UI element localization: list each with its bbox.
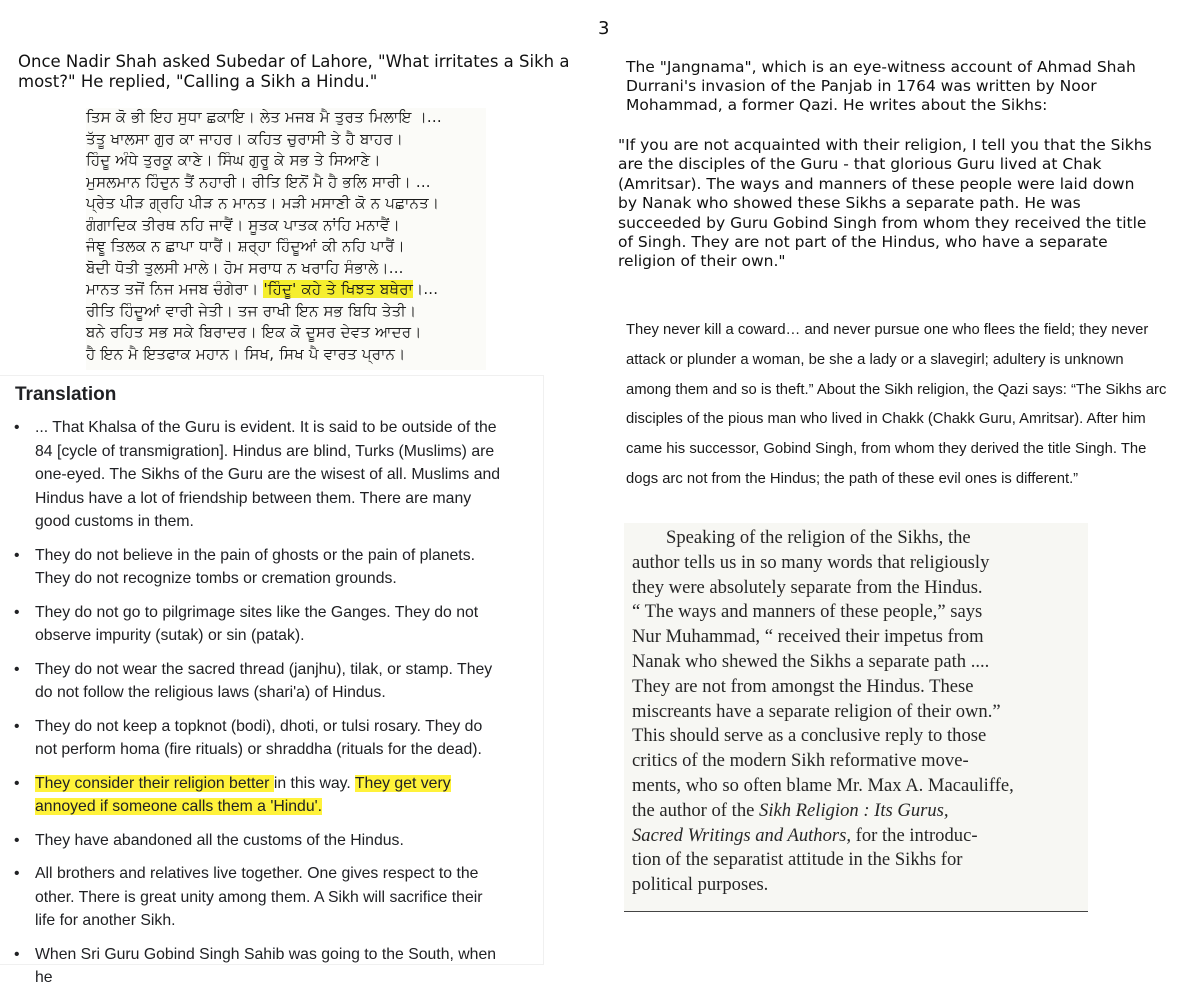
translation-item xyxy=(0,715,505,762)
translation-text: They do not go to pilgrimage sites like the Ganges. They do not observe impurity (sutak) or sin (patak). xyxy=(35,603,479,644)
book-line xyxy=(632,552,989,574)
book-text: miscreants have a separate religion of their own.” xyxy=(632,700,1001,722)
jangnama-intro-text: The "Jangnama", which is an eye-witness account of Ahmad Shah Durrani's invasion of the Panjab in 1764 was written by Noor Mohammad, a former Qazi. He writes about the Sikhs: xyxy=(626,58,1136,115)
translation-highlight: They consider their religion better xyxy=(35,774,274,792)
translation-text: When Sri Guru Gobind Singh Sahib was going to the South, when he xyxy=(35,945,497,986)
gurmukhi-line xyxy=(86,108,486,130)
book-line xyxy=(632,750,969,772)
book-line xyxy=(632,849,963,871)
gurmukhi-line xyxy=(86,151,486,173)
gurmukhi-text: ਹਿੰਦੂ ਅੰਧੇ ਤੁਰਕੂ ਕਾਣੇ। ਸਿੰਘ ਗੁਰੂ ਕੇ ਸਭ ਤੇ ਸਿਆਣੇ। xyxy=(86,151,381,169)
gurmukhi-text: ਜੰਞੂ ਤਿਲਕ ਨ ਛਾਪਾ ਧਾਰੈਂ। ਸ਼ਰ੍ਹਾ ਹਿੰਦੂਆਂ ਕੀ ਨਹਿ ਪਾਰੈਂ। xyxy=(86,237,405,255)
translation-text: They do not wear the sacred thread (janjhu), tilak, or stamp. They do not follow the religious laws (shari'a) of Hindus. xyxy=(35,660,493,701)
book-text: political purposes. xyxy=(632,874,769,896)
gurmukhi-text: ਪ੍ਰੇਤ ਪੀੜ ਗ੍ਰਹਿ ਪੀੜ ਨ ਮਾਨਤ। ਮੜੀ ਮਸਾਣੀ ਕੋ ਨ ਪਛਾਨਤ। xyxy=(86,194,440,212)
translation-item xyxy=(0,601,505,648)
translation-list xyxy=(0,416,543,1000)
qazi-excerpt-line: dogs arc not from the Hindus; the path of these evil ones is different.” xyxy=(626,471,1079,487)
book-text: “ The ways and manners of these people,” says xyxy=(632,601,983,623)
qazi-excerpt-panel xyxy=(614,312,1170,490)
translation-heading: Translation xyxy=(15,384,117,405)
translation-item xyxy=(0,829,505,853)
book-text: This should serve as a conclusive reply to those xyxy=(632,725,987,747)
qazi-excerpt-line: came his successor, Gobind Singh, from whom they derived the title Singh. The xyxy=(626,441,1147,458)
gurmukhi-highlight: 'ਹਿੰਦੂ' ਕਹੇ ਤੇ ਖਿਝਤ ਬਥੇਰਾ xyxy=(263,280,414,298)
qazi-excerpt-line: disciples of the pious man who lived in Chakk (Chakk Guru, Amritsar). After him xyxy=(626,411,1146,428)
page-number: 3 xyxy=(598,18,610,39)
qazi-excerpt-line: They never kill a coward… and never pursue one who flees the field; they never xyxy=(626,322,1149,338)
gurmukhi-line xyxy=(86,302,486,324)
book-page-scan xyxy=(624,523,1088,912)
book-text: critics of the modern Sikh reformative move- xyxy=(632,750,969,772)
book-line xyxy=(666,527,971,549)
gurmukhi-text: ਤੱਤੂ ਖਾਲਸਾ ਗੁਰ ਕਾ ਜਾਹਰ। ਕਹਿਤ ਚੁਰਾਸੀ ਤੇ ਹੈ ਬਾਹਰ। xyxy=(86,129,404,148)
book-text: ments, who so often blame Mr. Max A. Macauliffe, xyxy=(632,775,1014,796)
jangnama-quote-text: "If you are not acquainted with their religion, I tell you that the Sikhs are the disciples of the Guru - that glorious Guru lived at Chak (Amritsar). The ways and manners of these people were laid down by Nanak who showed these Sikhs a separate path. He was succeeded by Guru Gobind Singh from whom they received the title of Singh. They are not part of the Hindus, who have a separate religion of their own." xyxy=(618,136,1152,271)
translation-highlight: They get very annoyed if someone calls them a 'Hindu'. xyxy=(35,774,451,815)
book-line xyxy=(632,577,983,599)
nadir-shah-intro-text: Once Nadir Shah asked Subedar of Lahore, "What irritates a Sikh a most?" He replied, "Calling a Sikh a Hindu." xyxy=(18,52,570,91)
gurmukhi-line xyxy=(86,130,486,152)
gurmukhi-line xyxy=(86,216,486,238)
book-text: They are not from amongst the Hindus. These xyxy=(632,675,974,697)
translation-item xyxy=(0,862,505,933)
book-line xyxy=(632,825,978,847)
book-line xyxy=(632,601,982,623)
book-line xyxy=(632,800,949,822)
book-line xyxy=(632,626,984,648)
gurmukhi-text: ਤਿਸ ਕੋ ਭੀ ਇਹ ਸੁਧਾ ਛਕਾਇ। ਲੇਤ ਮਜਬ ਮੈ ਤੁਰਤ ਮਿਲਾਇ ।... xyxy=(86,108,442,126)
gurmukhi-line xyxy=(86,345,486,367)
book-line xyxy=(632,775,1014,797)
book-text: the author of the xyxy=(632,799,760,821)
translation-panel xyxy=(0,376,543,986)
book-line xyxy=(632,651,989,673)
book-text: Speaking of the religion of the Sikhs, the xyxy=(666,527,971,548)
translation-text: ... That Khalsa of the Guru is evident. It is said to be outside of the 84 [cycle of transmigration]. Hindus are blind, Turks (Muslims) are one-eyed. The Sikhs of the Guru are the wisest of all. Muslims and Hindus have a lot of friendship between them. There are many good customs in them. xyxy=(35,419,501,530)
translation-text: They do not keep a topknot (bodi), dhoti, or tulsi rosary. They do not perform homa (fire rituals) or shraddha (rituals for the dead). xyxy=(35,717,483,758)
translation-text: They have abandoned all the customs of the Hindus. xyxy=(35,831,404,849)
qazi-excerpt-line: attack or plunder a woman, be she a lady or a slavegirl; adultery is unknown xyxy=(626,351,1124,368)
gurmukhi-text: ਗੰਗਾਦਿਕ ਤੀਰਥ ਨਹਿ ਜਾਵੈਂ। ਸੂਤਕ ਪਾਤਕ ਨਾਂਹਿ ਮਨਾਵੈਂ। xyxy=(86,215,400,234)
book-text: Nur Muhammad, “ received their impetus from xyxy=(632,626,984,648)
gurmukhi-text: ਬੋਦੀ ਧੋਤੀ ਤੁਲਸੀ ਮਾਲੇ। ਹੋਮ ਸਰਾਧ ਨ ਖਰਾਹਿ ਸੰਭਾਲੇ।... xyxy=(86,258,404,277)
gurmukhi-text: ਬਨੇ ਰਹਿਤ ਸਭ ਸਕੇ ਬਿਰਾਦਰ। ਇਕ ਕੋ ਦੂਸਰ ਦੇਵਤ ਆਦਰ। xyxy=(86,323,422,341)
gurmukhi-text: ।... xyxy=(413,280,439,298)
book-text: author tells us in so many words that religiously xyxy=(632,551,990,573)
book-line xyxy=(632,725,986,747)
gurmukhi-line xyxy=(86,280,486,302)
gurmukhi-text: ਮੁਸਲਮਾਨ ਹਿੰਦੁਨ ਤੈਂ ਨਹਾਰੀ। ਰੀਤਿ ਇਨੋਂ ਮੈ ਹੈ ਭਲਿ ਸਾਰੀ। ... xyxy=(86,172,431,191)
gurmukhi-line xyxy=(86,259,486,281)
qazi-excerpt-line: among them and so is theft.” About the Sikh religion, the Qazi says: “The Sikhs arc xyxy=(626,381,1167,398)
translation-item xyxy=(0,943,505,990)
book-italic-text: Sacred Writings and Authors, xyxy=(632,824,852,846)
translation-text: All brothers and relatives live together. One gives respect to the other. There is great unity among them. A Sikh will sacrifice their life for another Sikh. xyxy=(35,865,483,929)
book-italic-text: Sikh Religion : Its Gurus, xyxy=(759,799,949,821)
book-line xyxy=(632,874,768,896)
translation-item xyxy=(0,416,505,534)
book-text: for the introduc- xyxy=(851,824,978,846)
translation-text: in this way. xyxy=(273,774,355,792)
gurmukhi-scan-image xyxy=(86,108,486,370)
gurmukhi-line xyxy=(86,194,486,216)
gurmukhi-line xyxy=(86,323,486,345)
translation-item xyxy=(0,772,505,819)
gurmukhi-line xyxy=(86,173,486,195)
gurmukhi-text: ਮਾਨਤ ਤਜੋਂ ਨਿਜ ਮਜਬ ਚੰਗੇਰਾ। xyxy=(86,280,264,298)
translation-item xyxy=(0,658,505,705)
book-line xyxy=(632,676,974,698)
book-line xyxy=(632,701,1001,723)
gurmukhi-line xyxy=(86,237,486,259)
gurmukhi-text: ਰੀਤਿ ਹਿੰਦੂਆਂ ਵਾਰੀ ਜੇਤੀ। ਤਜ ਰਾਖੀ ਇਨ ਸਭ ਬਿਧਿ ਤੇਤੀ। xyxy=(86,301,417,320)
book-text: they were absolutely separate from the Hindus. xyxy=(632,576,983,598)
translation-text: They do not believe in the pain of ghosts or the pain of planets. They do not recognize tombs or cremation grounds. xyxy=(35,546,475,587)
book-text: Nanak who shewed the Sikhs a separate path .... xyxy=(632,651,990,672)
book-text: tion of the separatist attitude in the Sikhs for xyxy=(632,849,963,871)
gurmukhi-text: ਹੈ ਇਨ ਮੈ ਇਤਫਾਕ ਮਹਾਨ। ਸਿਖ, ਸਿਖ ਪੈ ਵਾਰਤ ਪ੍ਰਾਨ। xyxy=(86,344,406,363)
translation-item xyxy=(0,544,505,591)
